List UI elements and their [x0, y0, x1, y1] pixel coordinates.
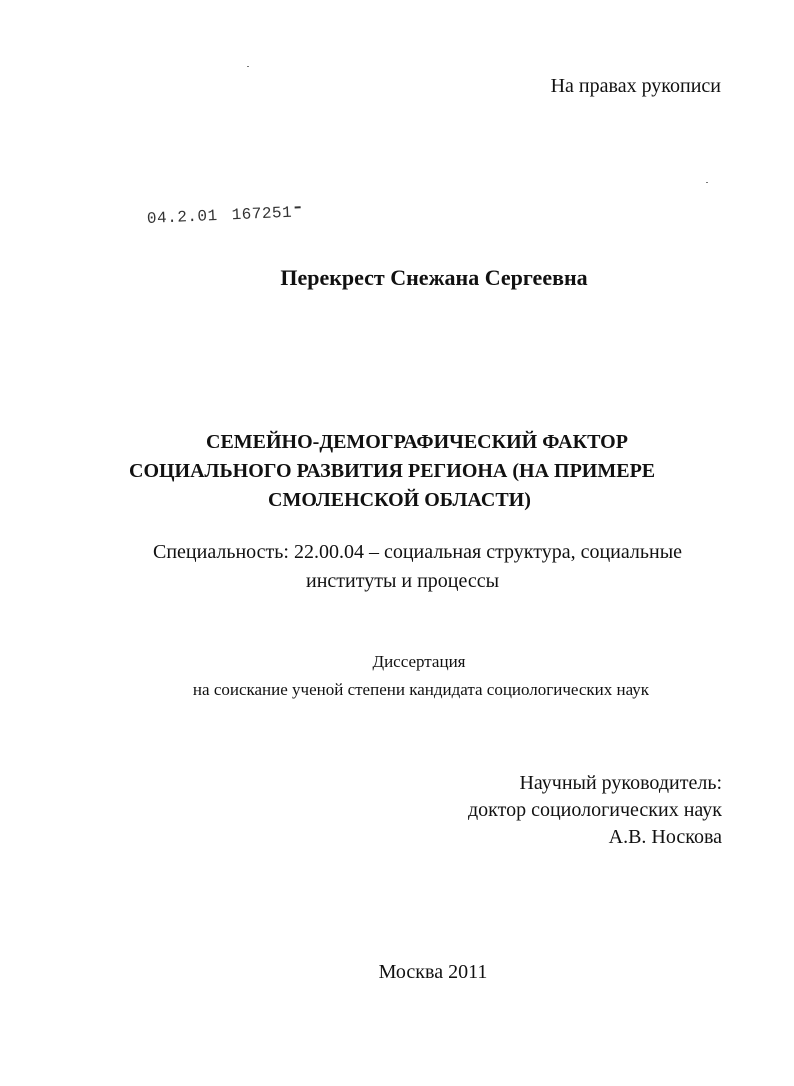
advisor-degree: доктор социологических наук: [467, 799, 722, 821]
advisor-role: Научный руководитель:: [519, 772, 722, 794]
archive-stamp: [147, 203, 302, 228]
city-year: Москва 2011: [378, 961, 488, 983]
scan-speck: [247, 66, 249, 67]
rights-notice: На правах рукописи: [550, 75, 721, 97]
degree-sought: на соискание ученой степени кандидата социологических наук: [192, 680, 650, 699]
advisor-block: [468, 770, 722, 851]
stamp-number: 167251: [231, 203, 293, 225]
advisor-name: А.В. Носкова: [608, 826, 722, 848]
specialty-line-2: институты и процессы: [306, 570, 500, 592]
scan-speck: [706, 182, 708, 183]
stamp-date: 04.2.01: [146, 206, 219, 228]
title-line-2: СОЦИАЛЬНОГО РАЗВИТИЯ РЕГИОНА (НА ПРИМЕРЕ: [129, 460, 656, 482]
dissertation-type: Диссертация: [372, 652, 466, 671]
author-name: Перекрест Снежана Сергеевна: [280, 265, 588, 290]
title-line-1: СЕМЕЙНО-ДЕМОГРАФИЧЕСКИЙ ФАКТОР: [206, 431, 628, 453]
stamp-tick-mark: [295, 206, 301, 208]
title-line-3: СМОЛЕНСКОЙ ОБЛАСТИ): [268, 489, 531, 511]
specialty-line-1: Специальность: 22.00.04 – социальная структура, социальные: [153, 541, 683, 563]
